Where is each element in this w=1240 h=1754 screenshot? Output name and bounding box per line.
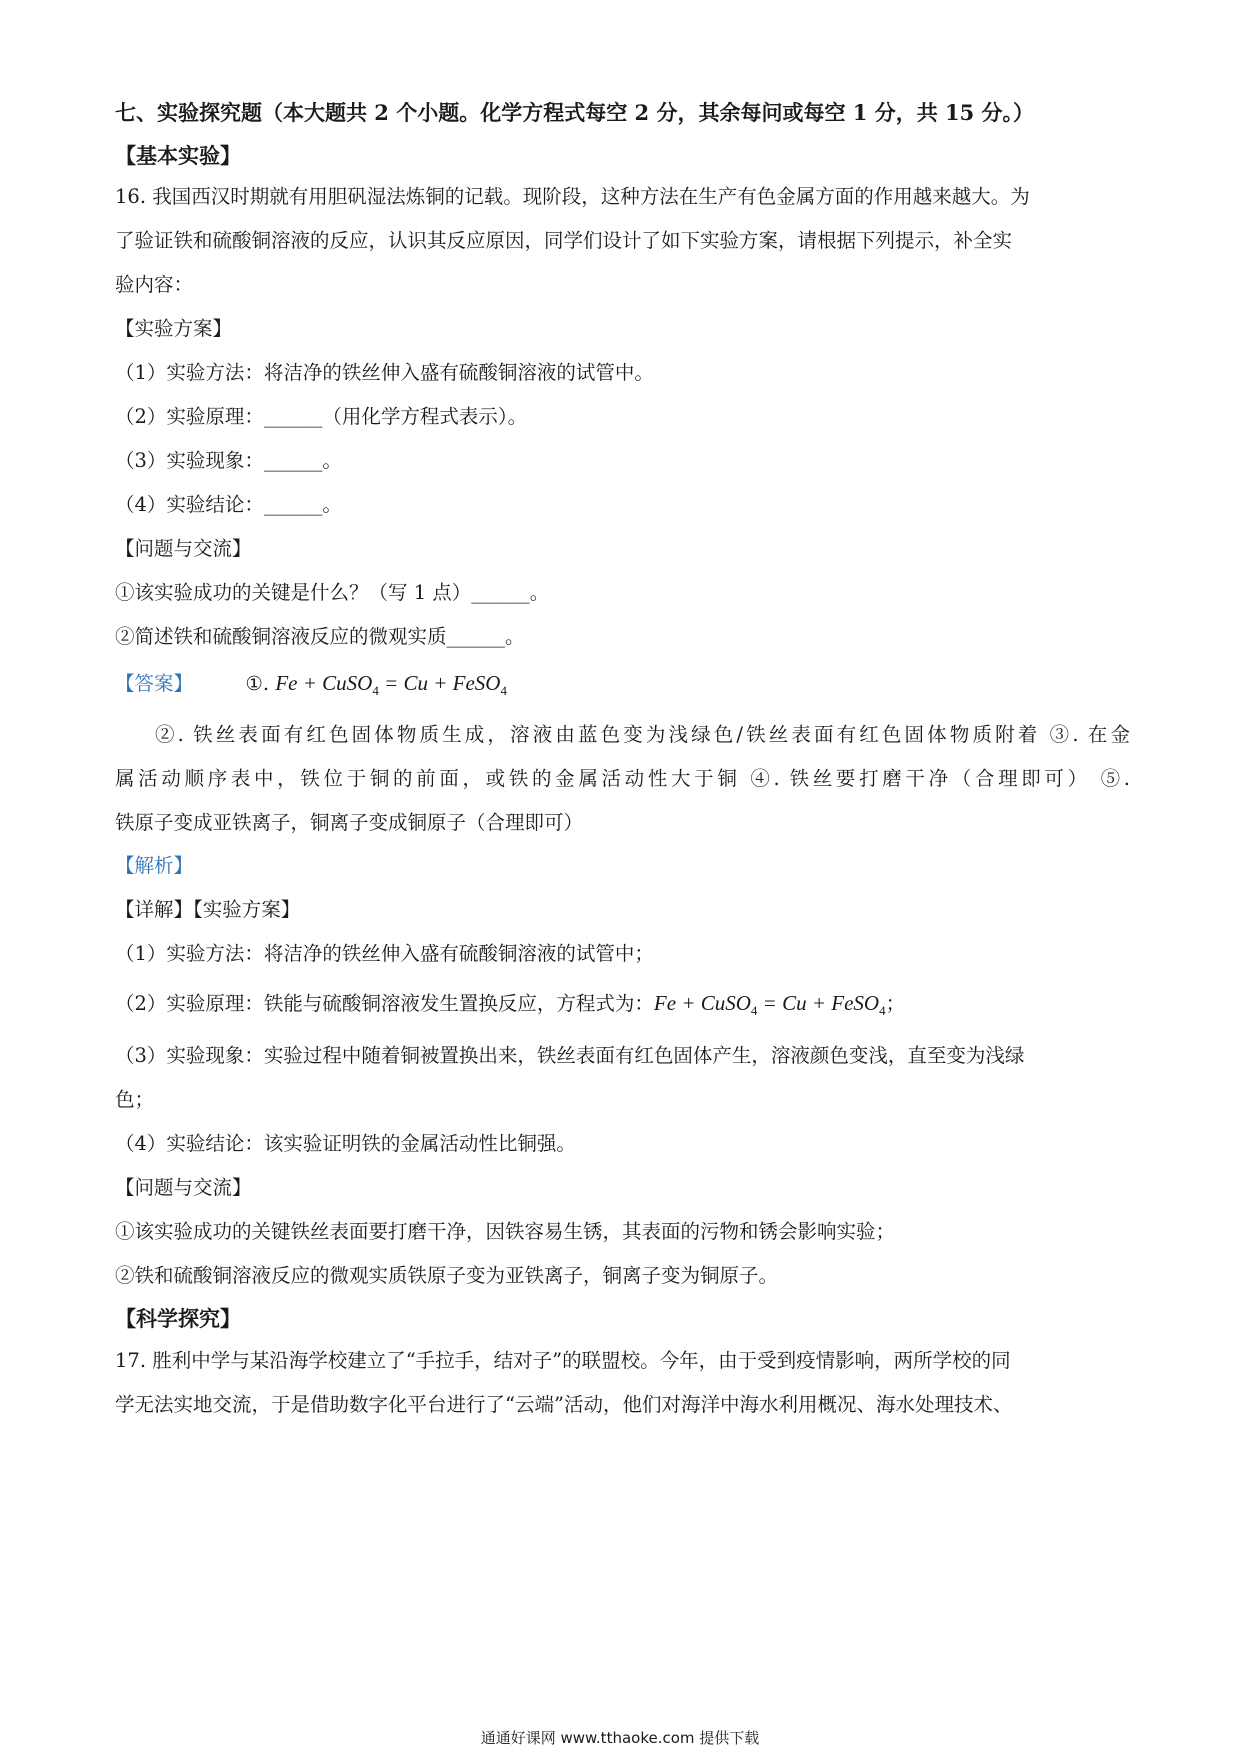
q16-line2: 了验证铁和硫酸铜溶液的反应，认识其反应原因，同学们设计了如下实验方案，请根据下列提示，补全实 xyxy=(115,229,1013,252)
detail-item-2: （2）实验原理：铁能与硫酸铜溶液发生置换反应，方程式为：Fe + CuSO$_4$ = Cu + FeSO$_4$； xyxy=(115,991,906,1018)
q17-line1: 17. 胜利中学与某沿海学校建立了“手拉手，结对子”的联盟校。今年，由于受到疫情影响，两所学校的同 xyxy=(115,1349,1011,1372)
q16-line3: 验内容： xyxy=(115,273,194,296)
answer-label: 【答案】 xyxy=(115,672,194,695)
answer-equation: Fe + CuSO$_4$ = Cu + FeSO$_4$ xyxy=(275,671,507,698)
answer-line3: 铁原子变成亚铁离子，铜离子变成铜原子（合理即可） xyxy=(115,811,584,834)
qa-question-1: ①该实验成功的关键是什么？（写 1 点）______。 xyxy=(115,581,550,604)
plan-heading: 【实验方案】 xyxy=(115,317,233,340)
q17-line2: 学无法实地交流，于是借助数字化平台进行了“云端”活动，他们对海洋中海水利用概况、海水处理技术、 xyxy=(115,1393,1013,1416)
detail-item-3-line2: 色； xyxy=(115,1088,155,1111)
science-heading: 【科学探究】 xyxy=(115,1306,241,1331)
detail-item-4: （4）实验结论：该实验证明铁的金属活动性比铜强。 xyxy=(115,1132,576,1155)
footer-watermark: 通通好课网 www.tthaoke.com 提供下载 xyxy=(480,1729,760,1747)
plan-item-3: （3）实验现象：______。 xyxy=(115,449,342,472)
plan-item-1: （1）实验方法：将洁净的铁丝伸入盛有硫酸铜溶液的试管中。 xyxy=(115,361,654,384)
analysis-qa-1: ①该实验成功的关键铁丝表面要打磨干净，因铁容易生锈，其表面的污物和锈会影响实验； xyxy=(115,1220,896,1243)
detail-heading: 【详解】【实验方案】 xyxy=(115,898,301,921)
plan-item-4: （4）实验结论：______。 xyxy=(115,493,342,516)
qa-question-2: ②简述铁和硫酸铜溶液反应的微观实质______。 xyxy=(115,625,525,648)
analysis-qa-heading: 【问题与交流】 xyxy=(115,1176,252,1199)
section-title: 七、实验探究题（本大题共 2 个小题。化学方程式每空 2 分，其余每问或每空 1 分，共 15 分。） xyxy=(115,100,1035,125)
answer-line2: 属活动顺序表中，铁位于铜的前面，或铁的金属活动性大于铜 ④. 铁丝要打磨干净（合理即可） ⑤. xyxy=(115,767,1130,790)
analysis-qa-2: ②铁和硫酸铜溶液反应的微观实质铁原子变为亚铁离子，铜离子变为铜原子。 xyxy=(115,1264,779,1287)
qa-heading: 【问题与交流】 xyxy=(115,537,252,560)
answer-line1: ②. 铁丝表面有红色固体物质生成，溶液由蓝色变为浅绿色/铁丝表面有红色固体物质附着 ③. 在金 xyxy=(155,723,1130,746)
detail-item-1: （1）实验方法：将洁净的铁丝伸入盛有硫酸铜溶液的试管中； xyxy=(115,942,654,965)
answer-num1: ①. xyxy=(245,672,270,695)
analysis-label: 【解析】 xyxy=(115,854,194,877)
answer-equation-line xyxy=(115,670,1130,704)
detail-equation: Fe + CuSO$_4$ = Cu + FeSO$_4$ xyxy=(653,991,886,1018)
detail-item-3-line1: （3）实验现象：实验过程中随着铜被置换出来，铁丝表面有红色固体产生，溶液颜色变浅，直至变为浅绿 xyxy=(115,1044,1025,1067)
basic-experiment-heading: 【基本实验】 xyxy=(115,143,241,168)
plan-item-2: （2）实验原理：______（用化学方程式表示）。 xyxy=(115,405,528,428)
q16-line1: 16. 我国西汉时期就有用胆矾湿法炼铜的记载。现阶段，这种方法在生产有色金属方面的作用越来越大。为 xyxy=(115,185,1030,208)
